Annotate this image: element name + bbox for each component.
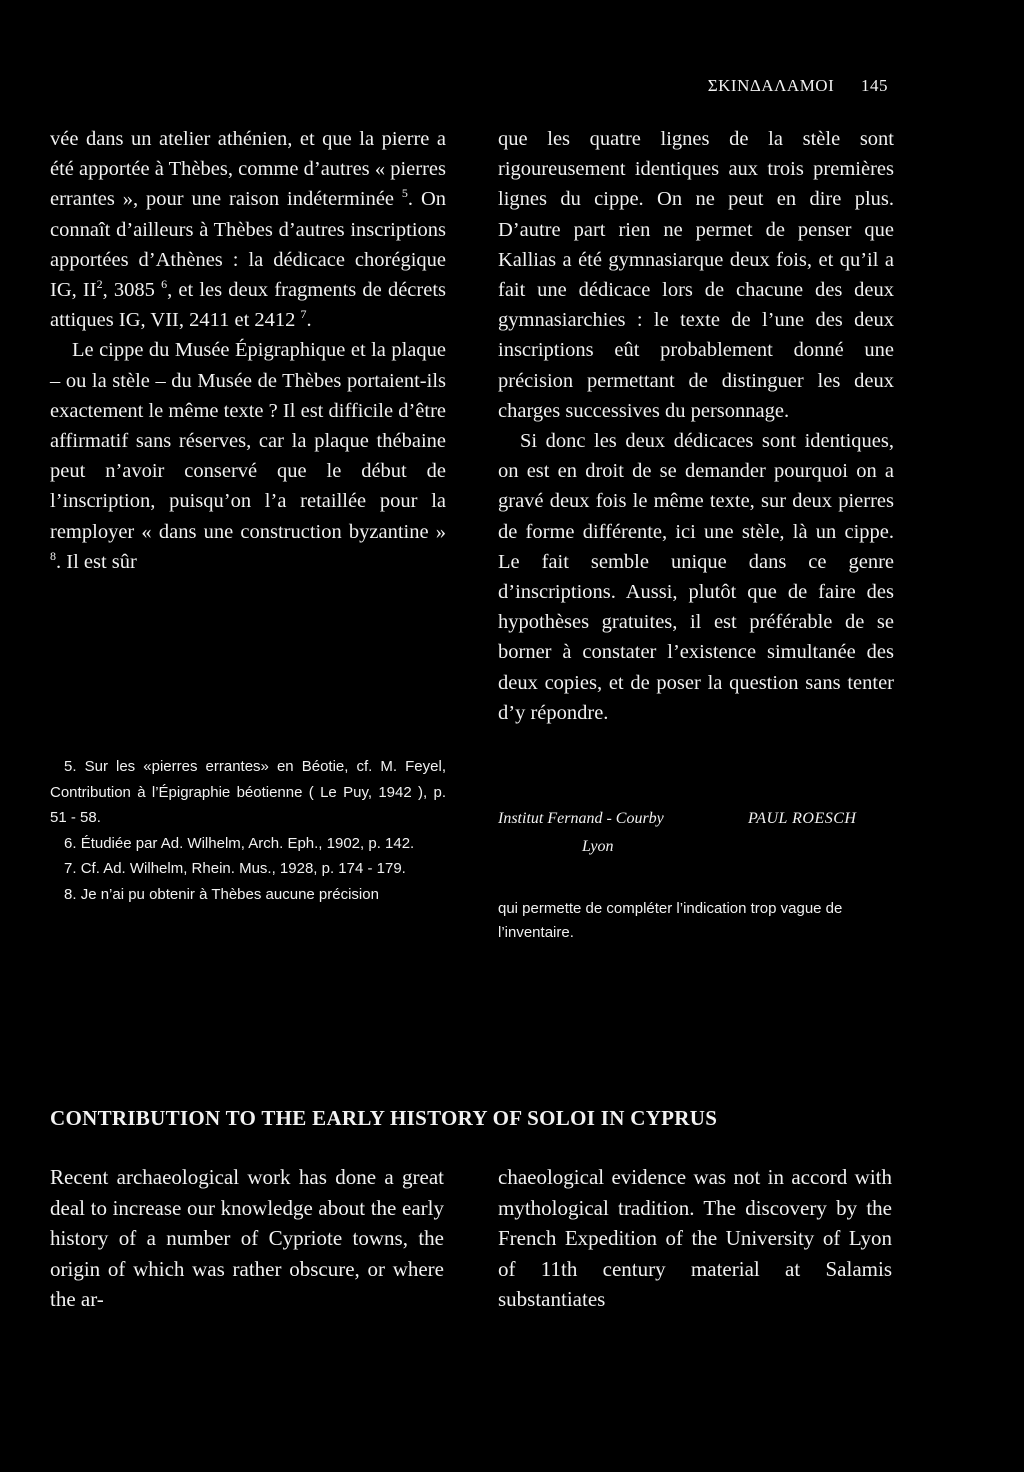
footnote-number: 5. xyxy=(64,758,77,775)
footnote-5 xyxy=(50,754,446,831)
text-run: . xyxy=(306,309,312,332)
text-run: Le cippe du Musée Épigraphique et la plaque – ou la stèle – du Musée de Thèbes portaient-ils exactement le même texte ? Il est difficile d’être affirmatif sans réserves, car la plaque thébaine peut n’avoir conservé que le début de l’inscription, puisqu’on l’a retaillée pour la remployer « dans une construction byzantine » xyxy=(50,339,446,543)
text-run: vée dans un atelier athénien, et que la pierre a été apportée à Thèbes, comme d’autres « pierres errantes », pour une raison indéterminée xyxy=(50,128,446,211)
footnote-8 xyxy=(50,882,446,908)
article-title: CONTRIBUTION TO THE EARLY HISTORY OF SOLOI IN CYPRUS xyxy=(50,1106,718,1130)
footnote-text: Sur les «pierres errantes» en Béotie, cf. M. Feyel, Contribution à l’Épigraphie béotienne ( Le Puy, 1942 ), p. 51 - 58. xyxy=(50,758,446,826)
text-run: , et les deux fragments de décrets attiques IG, VII, 2411 et 2412 xyxy=(50,279,446,332)
text-run: , 3085 xyxy=(102,279,162,302)
right-column xyxy=(498,124,894,728)
footnotes xyxy=(50,754,446,907)
footnote-number: 6. xyxy=(64,834,77,852)
footnote-6 xyxy=(50,831,446,857)
superscript-2: 2 xyxy=(96,277,103,292)
footnote-text: Étudiée par Ad. Wilhelm, Arch. Eph., 1902, p. 142. xyxy=(80,834,415,852)
running-title: ΣΚΙΝΔΑΛΑΜΟΙ xyxy=(707,76,835,95)
article-left-column: Recent archaeological work has done a great deal to increase our knowledge about the early history of a number of Cypriote towns, the origin of which was rather obscure, or where the ar- xyxy=(50,1165,444,1311)
footnote-number: 7. xyxy=(64,860,77,877)
signature-city: Lyon xyxy=(582,838,614,855)
text-run: . On connaît d’ailleurs à Thèbes d’autres inscriptions apportées d’Athènes : la dédicace chorégique IG, II xyxy=(50,188,446,302)
footnote-continuation: qui permette de compléter l’indication trop vague de l’inventaire. xyxy=(498,900,843,941)
footnote-number: 8. xyxy=(64,885,77,903)
article-right-column: chaeological evidence was not in accord with mythological tradition. The discovery by the French Expedition of the University of Lyon of 11th century material at Salamis substantiates xyxy=(498,1165,892,1311)
left-paragraph-1 xyxy=(50,124,446,335)
footnote-text: Cf. Ad. Wilhelm, Rhein. Mus., 1928, p. 174 - 179. xyxy=(80,860,406,877)
footnote-ref-8: 8 xyxy=(50,549,56,564)
right-paragraph-1: que les quatre lignes de la stèle sont rigoureusement identiques aux trois premières lignes du cippe. On ne peut en dire plus. D’autre part rien ne permet de penser que Kallias a été gymnasiarque deux fois, et qu’il a fait une dédicace lors de chacune des deux gymnasiarchies : le texte de l’une des deux inscriptions eût probablement donné une précision permettant de distinguer les deux charges successives du personnage. xyxy=(498,128,894,422)
running-header xyxy=(708,76,888,96)
footnote-ref-5: 5 xyxy=(401,186,408,201)
footnote-text: Je n’ai pu obtenir à Thèbes aucune précision xyxy=(80,885,379,903)
left-column xyxy=(50,124,446,577)
right-paragraph-2: Si donc les deux dédicaces sont identiques, on est en droit de se demander pourquoi on a gravé deux fois le même texte, sur deux pierres de forme différente, ici une stèle, là un cippe. Le fait semble unique dans ce genre d’inscriptions. Aussi, plutôt que de faire des hypothèses gratuites, il est préférable de se borner à constater l’existence simultanée des deux copies, et de poser la question sans tenter d’y répondre. xyxy=(498,430,894,724)
signature-author: PAUL ROESCH xyxy=(748,810,857,827)
footnote-ref-6: 6 xyxy=(161,277,168,292)
text-run: . Il est sûr xyxy=(56,550,137,573)
footnote-7 xyxy=(50,856,446,882)
page-number: 145 xyxy=(861,76,888,95)
footnote-ref-7: 7 xyxy=(300,307,307,322)
signature-institution: Institut Fernand - Courby xyxy=(498,810,664,827)
left-paragraph-2 xyxy=(50,335,446,577)
